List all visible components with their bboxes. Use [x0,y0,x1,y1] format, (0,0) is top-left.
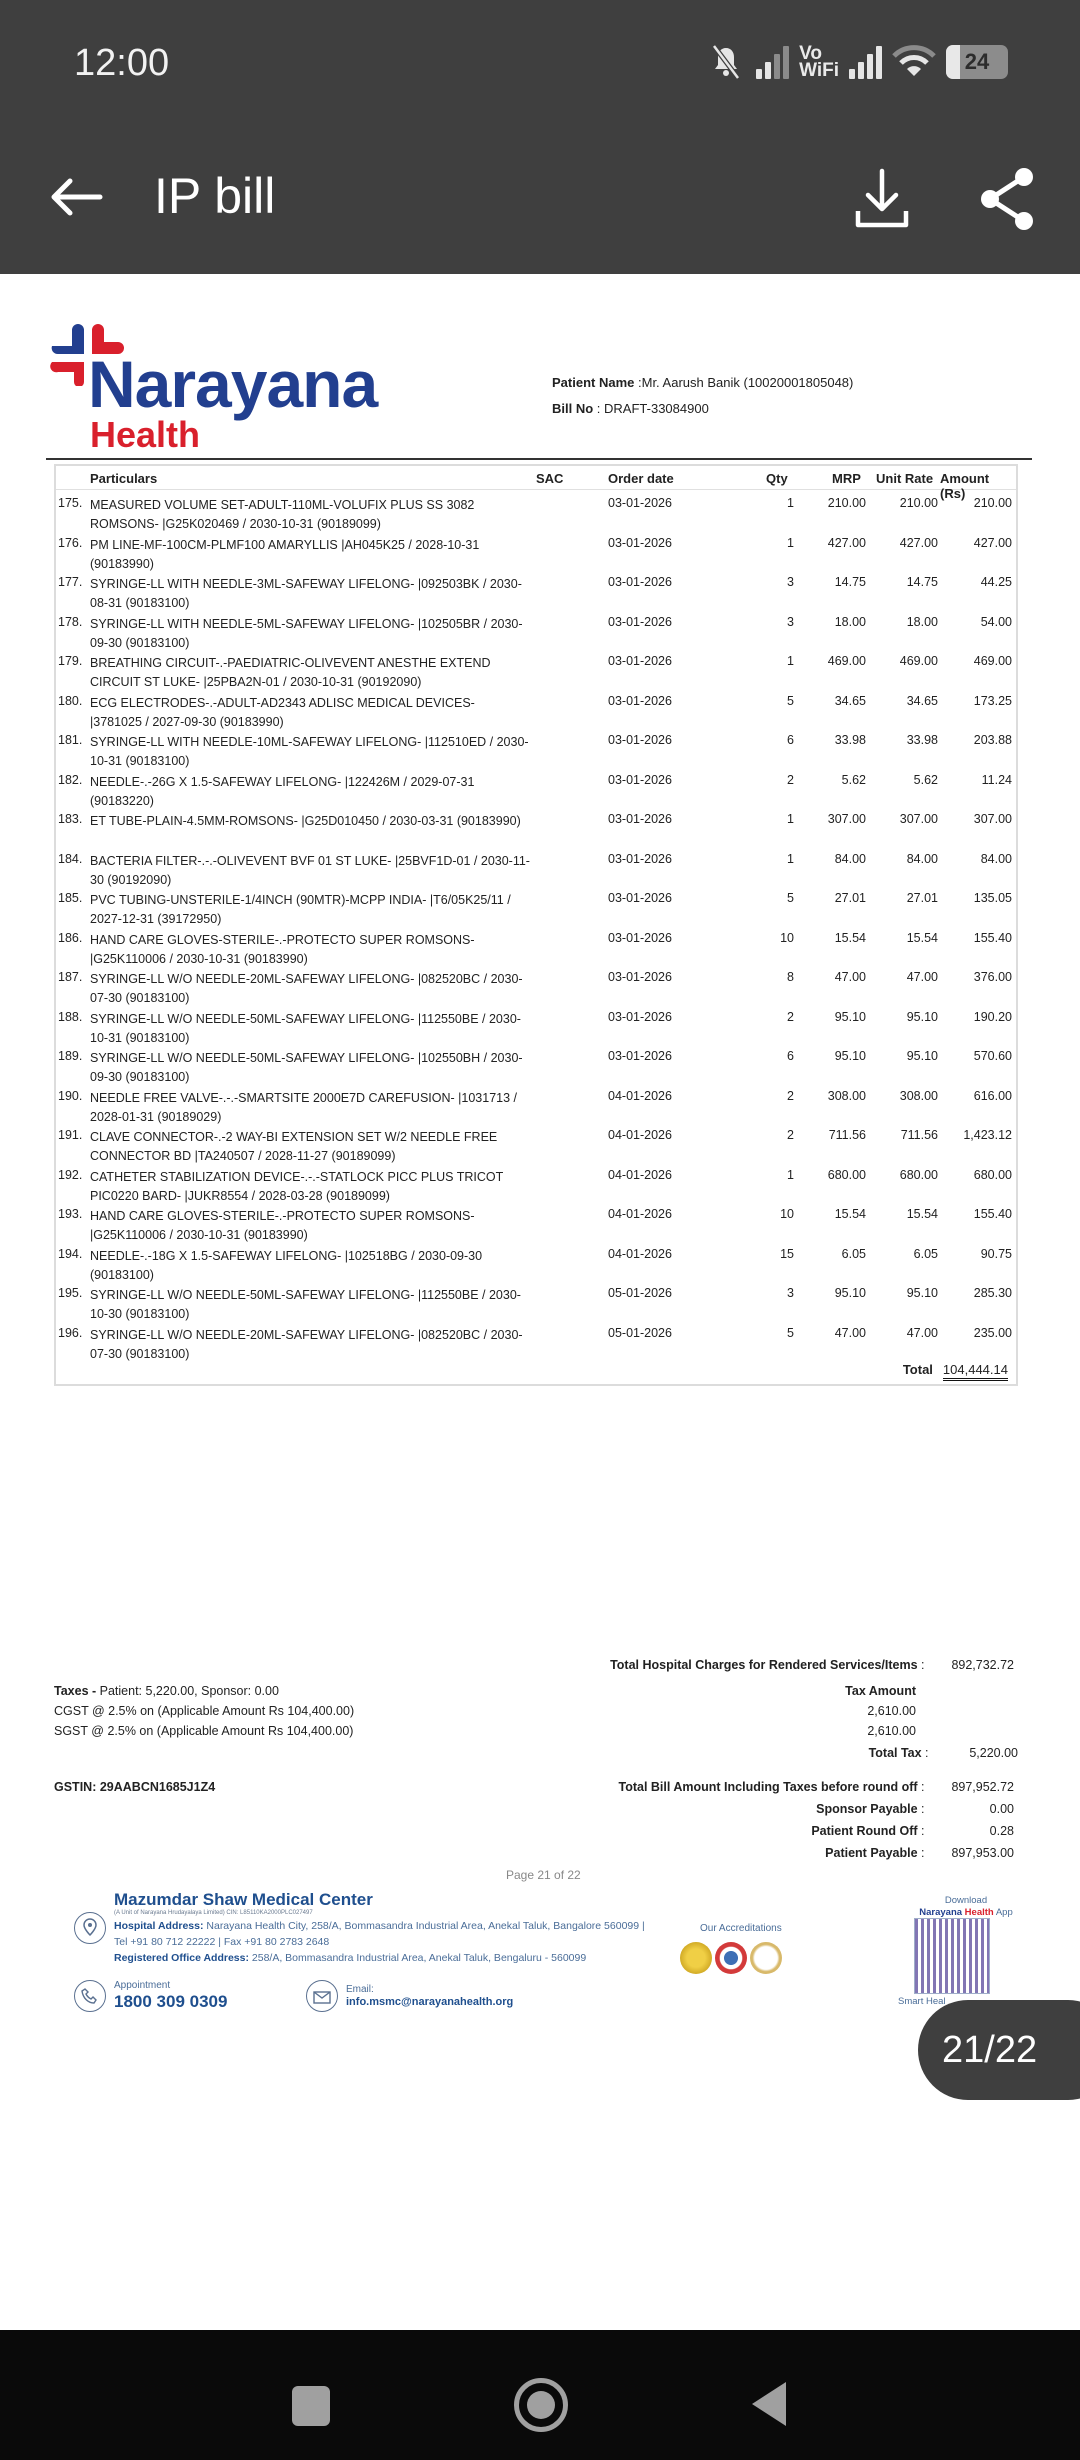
row-qty: 15 [780,1246,794,1261]
row-qty: 3 [787,1286,794,1300]
table-header [56,466,1016,501]
row-mrp: 14.75 [834,575,866,589]
row-particulars: CATHETER STABILIZATION DEVICE-.-.-STATLOCK PICC PLUS TRICOT PIC0220 BARD- |JUKR8554 / 2028-03-28 (90189099) [90,1169,504,1203]
row-qty: 3 [787,614,794,629]
row-mrp: 6.05 [841,1246,866,1261]
row-unit-rate: 95.10 [906,1009,938,1024]
row-number: 178. [58,614,83,629]
narayana-health-logo [48,324,428,454]
row-unit-rate: 27.01 [906,891,938,905]
row-order-date: 03-01-2026 [608,575,672,589]
bill-no: : DRAFT-33084900 [596,401,709,416]
row-amount: 285.30 [973,1286,1012,1300]
row-amount: 427.00 [973,535,1012,550]
row-order-date: 04-01-2026 [608,1246,672,1261]
row-particulars: BREATHING CIRCUIT-.-PAEDIATRIC-OLIVEVENT ANESTHE EXTEND CIRCUIT ST LUKE- |25PBA2N-01 / 2030-10-31 (90192090) [90,656,491,689]
row-number: 183. [58,812,83,826]
page-number: Page 21 of 22 [506,1868,581,1882]
row-qty: 10 [780,1207,794,1221]
row-order-date: 03-01-2026 [608,851,672,866]
row-amount: 155.40 [973,1207,1012,1221]
patient-info [552,370,853,422]
accreditation-badge-icon [680,1942,712,1974]
row-mrp: 711.56 [828,1128,866,1142]
row-amount: 1,423.12 [963,1128,1012,1142]
table-row [56,808,1016,848]
table-row [56,690,1016,730]
row-particulars: MEASURED VOLUME SET-ADULT-110ML-VOLUFIX PLUS SS 3082 ROMSONS- |G25K020469 / 2030-10-31 (90189099) [90,498,475,531]
download-app-label: Download Narayana Health App [919,1895,1013,1918]
row-qty: 1 [787,654,794,668]
table-row [56,1322,1016,1362]
row-qty: 1 [787,812,794,826]
row-mrp: 47.00 [834,970,866,984]
row-number: 181. [58,733,83,747]
arrow-left-icon [48,177,104,217]
logo-health: Health [90,414,201,455]
row-mrp: 18.00 [834,614,866,629]
row-order-date: 03-01-2026 [608,693,672,708]
accreditation-badge-icon [750,1942,782,1974]
row-mrp: 95.10 [834,1009,866,1024]
row-number: 194. [58,1246,83,1261]
wifi-icon [892,44,936,80]
table-row [56,966,1016,1006]
row-order-date: 04-01-2026 [608,1167,672,1182]
row-unit-rate: 95.10 [906,1049,938,1063]
row-amount: 307.00 [973,812,1012,826]
row-number: 187. [58,970,83,984]
row-particulars: SYRINGE-LL WITH NEEDLE-5ML-SAFEWAY LIFELONG- |102505BR / 2030-09-30 (90183100) [90,616,523,650]
row-qty: 2 [787,1088,794,1103]
row-order-date: 03-01-2026 [608,812,672,826]
row-amount: 376.00 [973,970,1012,984]
row-qty: 5 [787,891,794,905]
appointment-number: 1800 309 0309 [114,1992,228,2011]
row-amount: 469.00 [973,654,1012,668]
row-unit-rate: 6.05 [913,1246,938,1261]
row-qty: 5 [787,693,794,708]
row-particulars: HAND CARE GLOVES-STERILE-.-PROTECTO SUPER ROMSONS- |G25K110006 / 2030-10-31 (90183990) [90,1209,475,1242]
row-qty: 2 [787,1128,794,1142]
row-unit-rate: 14.75 [906,575,938,589]
row-qty: 6 [787,733,794,747]
row-number: 176. [58,535,83,550]
cgst-value: 2,610.00 [867,1704,916,1718]
row-mrp: 95.10 [834,1049,866,1063]
col-particulars: Particulars [90,471,158,486]
row-unit-rate: 15.54 [906,1207,938,1221]
row-number: 175. [58,496,83,510]
row-mrp: 680.00 [827,1167,866,1182]
row-unit-rate: 84.00 [906,851,938,866]
row-order-date: 03-01-2026 [608,654,672,668]
recents-icon[interactable] [292,2386,330,2426]
battery-icon: 24 [946,45,1008,79]
center-name: Mazumdar Shaw Medical Center [114,1890,373,1909]
row-amount: 680.00 [973,1167,1012,1182]
row-amount: 11.24 [981,772,1012,787]
row-order-date: 04-01-2026 [608,1207,672,1221]
col-mrp: MRP [832,471,861,486]
accreditation-badges [680,1942,782,1974]
table-row [56,492,1016,532]
system-nav-bar [0,2330,1080,2460]
row-unit-rate: 47.00 [906,970,938,984]
table-row [56,887,1016,927]
row-mrp: 210.00 [827,496,866,510]
back-triangle-icon[interactable] [752,2382,786,2426]
table-row [56,1282,1016,1322]
row-number: 188. [58,1009,83,1024]
row-number: 190. [58,1088,83,1103]
row-mrp: 27.01 [834,891,866,905]
accreditations-label: Our Accreditations [700,1923,782,1934]
row-mrp: 308.00 [827,1088,866,1103]
col-order-date: Order date [608,471,674,486]
row-particulars: SYRINGE-LL W/O NEEDLE-20ML-SAFEWAY LIFELONG- |082520BC / 2030-07-30 (90183100) [90,972,523,1005]
logo-wordmark: Narayana [88,347,378,421]
row-mrp: 84.00 [834,851,866,866]
total-tax-line: Total Tax : 5,220.00 [868,1746,1018,1760]
row-order-date: 03-01-2026 [608,733,672,747]
row-unit-rate: 34.65 [906,693,938,708]
row-mrp: 95.10 [834,1286,866,1300]
signal-icon [849,45,882,79]
bill-items-table [54,464,1018,1386]
table-row [56,1203,1016,1243]
row-particulars: NEEDLE FREE VALVE-.-.-SMARTSITE 2000E7D CAREFUSION- |1031713 / 2028-01-31 (90189029) [90,1090,518,1124]
row-unit-rate: 469.00 [899,654,938,668]
row-qty: 1 [787,535,794,550]
row-qty: 1 [787,496,794,510]
row-unit-rate: 307.00 [899,812,938,826]
cgst-line: CGST @ 2.5% on (Applicable Amount Rs 104,400.00) [54,1704,355,1718]
row-unit-rate: 210.00 [899,496,938,510]
row-number: 196. [58,1325,83,1340]
row-particulars: NEEDLE-.-18G X 1.5-SAFEWAY LIFELONG- |102518BG / 2030-09-30 (90183100) [90,1248,483,1282]
email-address: info.msmc@narayanahealth.org [346,1996,514,2008]
row-unit-rate: 15.54 [906,930,938,945]
download-icon [850,165,914,235]
row-qty: 6 [787,1049,794,1063]
table-row [56,729,1016,769]
row-particulars: ECG ELECTRODES-.-ADULT-AD2343 ADLISC MEDICAL DEVICES- |3781025 / 2027-09-30 (90183990) [90,695,475,729]
row-unit-rate: 427.00 [899,535,938,550]
row-particulars: HAND CARE GLOVES-STERILE-.-PROTECTO SUPER ROMSONS- |G25K110006 / 2030-10-31 (90183990) [90,932,475,966]
row-amount: 570.60 [973,1049,1012,1063]
registered-address: Registered Office Address: 258/A, Bommasandra Industrial Area, Anekal Taluk, Bengaluru - 560099 [114,1952,587,1964]
row-particulars: PM LINE-MF-100CM-PLMF100 AMARYLLIS |AH045K25 / 2028-10-31 (90183990) [90,537,480,571]
row-qty: 5 [787,1325,794,1340]
share-icon [976,165,1040,235]
row-unit-rate: 308.00 [899,1088,938,1103]
row-amount: 90.75 [980,1246,1012,1261]
row-particulars: ET TUBE-PLAIN-4.5MM-ROMSONS- |G25D010450 / 2030-03-31 (90183990) [90,814,521,828]
row-amount: 173.25 [973,693,1012,708]
mute-vibrate-icon [706,42,746,82]
tax-amount-header: Tax Amount [845,1684,916,1698]
row-order-date: 04-01-2026 [608,1128,672,1142]
row-number: 182. [58,772,83,787]
row-order-date: 03-01-2026 [608,535,672,550]
row-amount: 135.05 [973,891,1012,905]
row-order-date: 03-01-2026 [608,772,672,787]
total-value: 104,444.14 [943,1362,1008,1381]
row-order-date: 05-01-2026 [608,1325,672,1340]
table-row [56,1085,1016,1125]
row-amount: 54.00 [980,614,1012,629]
table-row [56,1164,1016,1204]
row-particulars: SYRINGE-LL WITH NEEDLE-10ML-SAFEWAY LIFELONG- |112510ED / 2030-10-31 (90183100) [90,735,529,768]
sgst-line: SGST @ 2.5% on (Applicable Amount Rs 104,400.00) [54,1724,354,1738]
bill-before-roundoff-line: Total Bill Amount Including Taxes before round off : 897,952.72 [618,1780,1014,1794]
row-particulars: PVC TUBING-UNSTERILE-1/4INCH (90MTR)-MCPP INDIA- |T6/05K25/11 / 2027-12-31 (39172950) [90,893,511,926]
row-number: 193. [58,1207,83,1221]
row-particulars: CLAVE CONNECTOR-.-2 WAY-BI EXTENSION SET W/2 NEEDLE FREE CONNECTOR BD |TA240507 / 2028-11-27 (90189099) [90,1130,498,1163]
row-mrp: 427.00 [827,535,866,550]
row-order-date: 04-01-2026 [608,1088,672,1103]
table-row [56,650,1016,690]
top-bar [0,0,1080,274]
row-amount: 203.88 [973,733,1012,747]
qr-code-icon [914,1918,990,1994]
row-qty: 2 [787,772,794,787]
row-number: 180. [58,693,83,708]
status-time: 12:00 [74,42,170,84]
email-icon [306,1980,338,2012]
patient-payable-line: Patient Payable : 897,953.00 [825,1846,1014,1860]
row-order-date: 03-01-2026 [608,891,672,905]
row-number: 179. [58,654,83,668]
cin: (A Unit of Narayana Hrudayalaya Limited) CIN: L85110KA2000PLC027497 [114,1910,313,1916]
row-particulars: SYRINGE-LL W/O NEEDLE-50ML-SAFEWAY LIFELONG- |112550BE / 2030-10-31 (90183100) [90,1011,521,1045]
vowifi-icon: Vo WiFi [799,43,839,81]
row-number: 195. [58,1286,83,1300]
row-unit-rate: 680.00 [899,1167,938,1182]
row-order-date: 03-01-2026 [608,614,672,629]
row-mrp: 5.62 [841,772,866,787]
table-body [56,492,1016,1361]
row-particulars: SYRINGE-LL W/O NEEDLE-20ML-SAFEWAY LIFELONG- |082520BC / 2030-07-30 (90183100) [90,1327,523,1361]
page-indicator: 21/22 [918,2000,1080,2100]
row-amount: 210.00 [973,496,1012,510]
taxes-line: Taxes - Patient: 5,220.00, Sponsor: 0.00 [54,1684,279,1698]
table-row [56,769,1016,809]
row-order-date: 03-01-2026 [608,970,672,984]
patient-name: :Mr. Aarush Banik (10020001805048) [638,375,854,390]
col-qty: Qty [766,471,788,486]
row-mrp: 15.54 [834,1207,866,1221]
row-unit-rate: 18.00 [906,614,938,629]
hospital-address: Hospital Address: Narayana Health City, 258/A, Bommasandra Industrial Area, Anekal Taluk, Bangalore 560099 | Tel +91 80 712 22222 | Fax +91 80 2783 2648 [114,1920,645,1948]
email-label: Email: [346,1984,374,1995]
row-mrp: 47.00 [834,1325,866,1340]
row-order-date: 03-01-2026 [608,1049,672,1063]
row-number: 185. [58,891,83,905]
accreditation-badge-icon [715,1942,747,1974]
row-particulars: SYRINGE-LL W/O NEEDLE-50ML-SAFEWAY LIFELONG- |102550BH / 2030-09-30 (90183100) [90,1051,523,1084]
gstin: GSTIN: 29AABCN1685J1Z4 [54,1780,216,1794]
row-mrp: 307.00 [827,812,866,826]
row-number: 191. [58,1128,83,1142]
footer-address [114,1918,654,1966]
row-unit-rate: 95.10 [906,1286,938,1300]
row-qty: 10 [780,930,794,945]
row-mrp: 34.65 [834,693,866,708]
row-amount: 44.25 [980,575,1012,589]
row-particulars: SYRINGE-LL W/O NEEDLE-50ML-SAFEWAY LIFELONG- |112550BE / 2030-10-30 (90183100) [90,1288,521,1321]
table-row [56,1006,1016,1046]
appointment-label: Appointment [114,1980,171,1991]
sgst-value: 2,610.00 [867,1724,916,1738]
row-unit-rate: 5.62 [913,772,938,787]
row-unit-rate: 33.98 [906,733,938,747]
table-row [56,1243,1016,1283]
sponsor-payable-line: Sponsor Payable : 0.00 [816,1802,1014,1816]
col-unit-rate: Unit Rate [876,471,934,486]
patient-name-line: Patient Name :Mr. Aarush Banik (10020001805048) [552,375,854,390]
row-mrp: 33.98 [834,733,866,747]
row-amount: 84.00 [980,851,1012,866]
row-qty: 8 [787,970,794,984]
col-amount: Amount (Rs) [940,471,990,501]
row-unit-rate: 47.00 [906,1325,938,1340]
row-particulars: SYRINGE-LL WITH NEEDLE-3ML-SAFEWAY LIFELONG- |092503BK / 2030-08-31 (90183100) [90,577,522,610]
patient-roundoff-line: Patient Round Off : 0.28 [811,1824,1014,1838]
download-button[interactable] [850,165,914,235]
back-button[interactable] [44,165,108,229]
table-row [56,611,1016,651]
row-order-date: 05-01-2026 [608,1286,672,1300]
location-pin-icon [74,1912,106,1944]
table-row [56,1124,1016,1164]
table-total: Total 104,444.14 [903,1362,1008,1377]
row-amount: 155.40 [973,930,1012,945]
col-sac: SAC [536,471,564,486]
row-particulars: NEEDLE-.-26G X 1.5-SAFEWAY LIFELONG- |122426M / 2029-07-31 (90183220) [90,774,475,808]
row-amount: 190.20 [973,1009,1012,1024]
row-qty: 1 [787,851,794,866]
row-order-date: 03-01-2026 [608,1009,672,1024]
smart-health-label: Smart Heal [898,1996,946,2007]
page-title: IP bill [154,168,276,224]
row-number: 192. [58,1167,83,1182]
phone-icon [74,1980,106,2012]
table-row [56,927,1016,967]
hospital-charges-line: Total Hospital Charges for Rendered Services/Items : 892,732.72 [610,1658,1014,1672]
share-button[interactable] [976,165,1040,235]
status-icons [706,40,1008,84]
table-row [56,1045,1016,1085]
row-number: 186. [58,930,83,945]
divider [46,458,1032,460]
row-number: 177. [58,575,83,589]
row-mrp: 15.54 [834,930,866,945]
row-number: 189. [58,1049,83,1063]
row-mrp: 469.00 [827,654,866,668]
table-row [56,848,1016,888]
row-amount: 235.00 [973,1325,1012,1340]
row-order-date: 03-01-2026 [608,496,672,510]
row-qty: 1 [787,1167,794,1182]
row-order-date: 03-01-2026 [608,930,672,945]
row-particulars: BACTERIA FILTER-.-.-OLIVEVENT BVF 01 ST LUKE- |25BVF1D-01 / 2030-11-30 (90192090) [90,853,530,887]
row-qty: 2 [787,1009,794,1024]
row-amount: 616.00 [973,1088,1012,1103]
row-qty: 3 [787,575,794,589]
bill-no-line: Bill No : DRAFT-33084900 [552,401,709,416]
home-icon[interactable] [514,2378,568,2432]
table-row [56,571,1016,611]
table-row [56,532,1016,572]
row-unit-rate: 711.56 [900,1128,938,1142]
row-number: 184. [58,851,83,866]
signal-icon [756,45,789,79]
